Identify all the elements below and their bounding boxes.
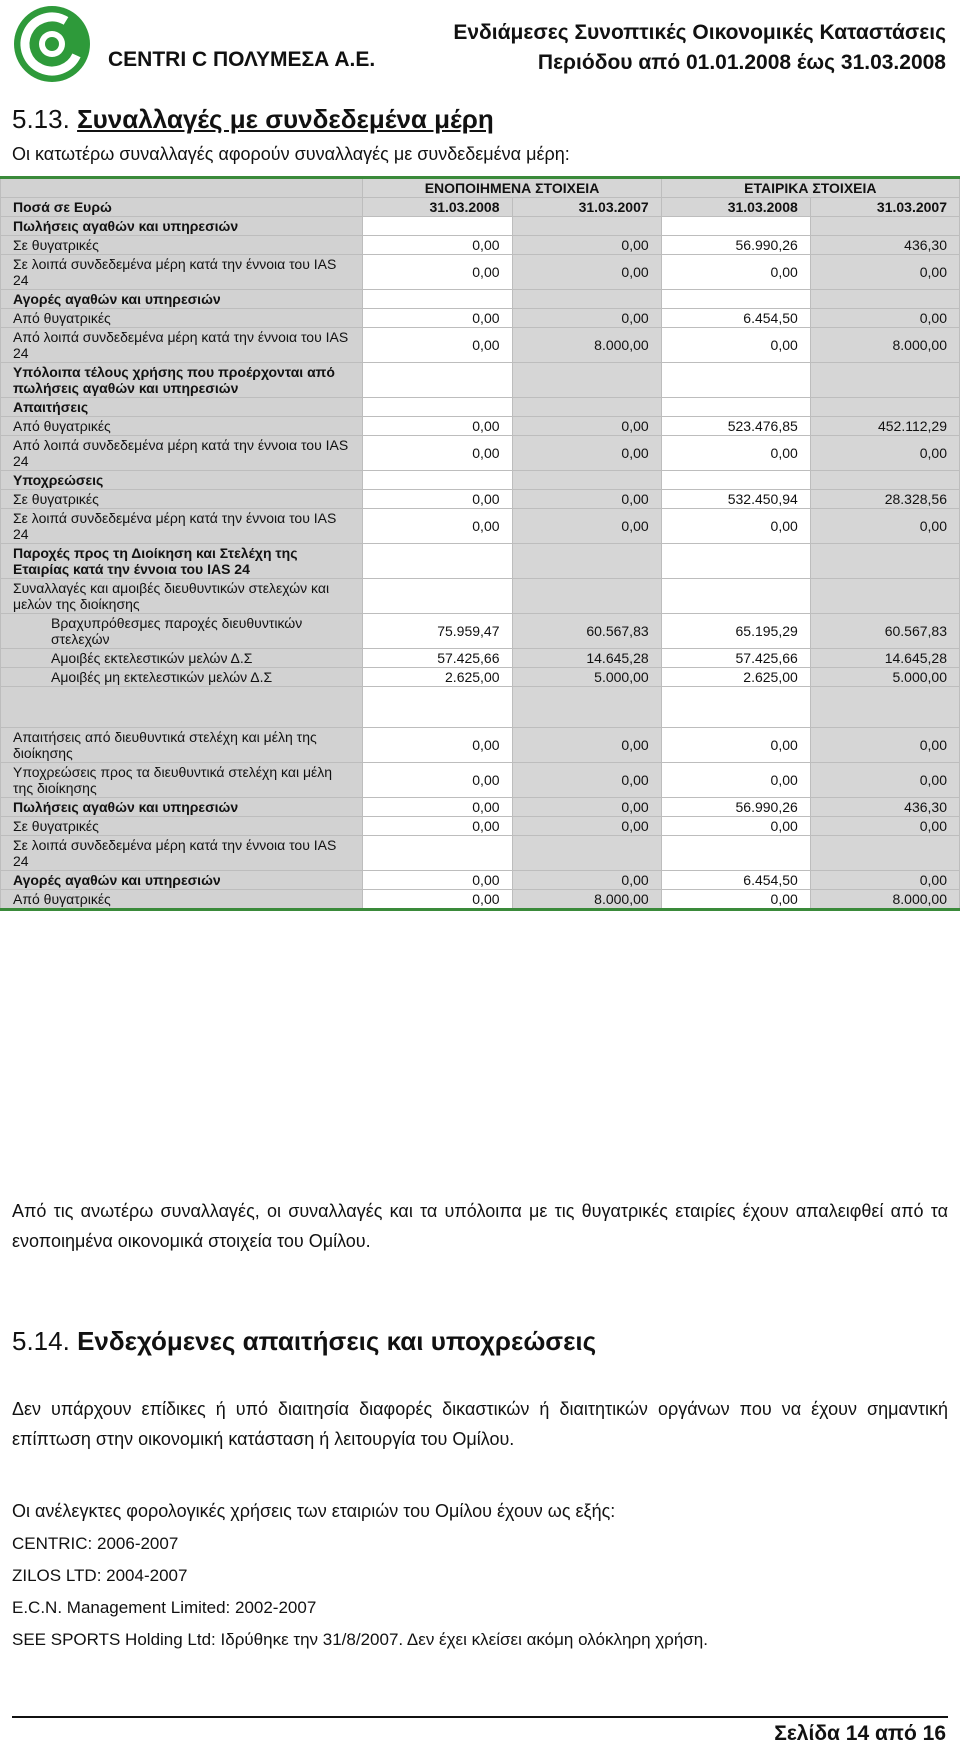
value-cell: 8.000,00 xyxy=(512,328,661,363)
row-label: Σε λοιπά συνδεδεμένα μέρη κατά την έννοια του IAS 24 xyxy=(1,836,363,871)
row-label: Υποχρεώσεις xyxy=(1,471,363,490)
page-number: Σελίδα 14 από 16 xyxy=(774,1722,946,1745)
value-cell: 2.625,00 xyxy=(661,668,810,687)
value-cell: 0,00 xyxy=(512,817,661,836)
row-label: Από λοιπά συνδεδεμένα μέρη κατά την έννοια του IAS 24 xyxy=(1,328,363,363)
value-cell: 452.112,29 xyxy=(810,417,959,436)
table-row xyxy=(1,417,960,436)
value-cell xyxy=(661,836,810,871)
table-row xyxy=(1,614,960,649)
value-cell: 0,00 xyxy=(810,763,959,798)
value-cell: 436,30 xyxy=(810,798,959,817)
value-cell: 0,00 xyxy=(512,236,661,255)
value-cell: 0,00 xyxy=(363,763,512,798)
table-row xyxy=(1,217,960,236)
group-consolidated: ΕΝΟΠΟΙΗΜΕΝΑ ΣΤΟΙΧΕΙΑ xyxy=(363,178,661,198)
value-cell xyxy=(363,836,512,871)
row-label: Πωλήσεις αγαθών και υπηρεσιών xyxy=(1,798,363,817)
row-label: Σε λοιπά συνδεδεμένα μέρη κατά την έννοια του IAS 24 xyxy=(1,509,363,544)
value-cell: 28.328,56 xyxy=(810,490,959,509)
value-cell: 0,00 xyxy=(810,509,959,544)
table-row xyxy=(1,544,960,579)
value-cell: 5.000,00 xyxy=(810,668,959,687)
table-row xyxy=(1,255,960,290)
column-header: 31.03.2007 xyxy=(512,198,661,217)
value-cell: 0,00 xyxy=(661,890,810,910)
table-row xyxy=(1,579,960,614)
document-title xyxy=(453,18,946,78)
value-cell xyxy=(810,290,959,309)
table-row xyxy=(1,290,960,309)
value-cell xyxy=(363,544,512,579)
row-label: Αγορές αγαθών και υπηρεσιών xyxy=(1,290,363,309)
row-label: Από θυγατρικές xyxy=(1,417,363,436)
value-cell xyxy=(810,579,959,614)
row-label: Απαιτήσεις xyxy=(1,398,363,417)
value-cell xyxy=(661,687,810,728)
value-cell: 0,00 xyxy=(512,509,661,544)
value-cell xyxy=(363,398,512,417)
value-cell: 0,00 xyxy=(661,509,810,544)
value-cell: 0,00 xyxy=(363,328,512,363)
value-cell xyxy=(363,363,512,398)
row-label: Από θυγατρικές xyxy=(1,309,363,328)
value-cell: 532.450,94 xyxy=(661,490,810,509)
value-cell: 0,00 xyxy=(363,255,512,290)
unaudited-year-item: CENTRIC: 2006-2007 xyxy=(12,1534,179,1553)
value-cell xyxy=(810,398,959,417)
value-cell: 0,00 xyxy=(512,309,661,328)
document-period: Περιόδου από 01.01.2008 έως 31.03.2008 xyxy=(537,51,946,74)
value-cell xyxy=(512,471,661,490)
section-number: 5.13. xyxy=(12,104,70,134)
table-row xyxy=(1,728,960,763)
row-label: Υπόλοιπα τέλους χρήσης που προέρχονται από πωλήσεις αγαθών και υπηρεσιών xyxy=(1,363,363,398)
centric-logo-icon xyxy=(12,4,92,84)
row-label: Από θυγατρικές xyxy=(1,890,363,910)
value-cell xyxy=(512,836,661,871)
value-cell: 60.567,83 xyxy=(512,614,661,649)
column-header: 31.03.2008 xyxy=(363,198,512,217)
value-cell xyxy=(661,290,810,309)
value-cell xyxy=(363,290,512,309)
value-cell: 14.645,28 xyxy=(810,649,959,668)
table-row xyxy=(1,490,960,509)
value-cell xyxy=(512,544,661,579)
table-row xyxy=(1,890,960,910)
value-cell: 0,00 xyxy=(810,309,959,328)
value-cell xyxy=(512,290,661,309)
value-cell: 0,00 xyxy=(810,817,959,836)
table-row xyxy=(1,668,960,687)
table-row xyxy=(1,649,960,668)
value-cell: 523.476,85 xyxy=(661,417,810,436)
row-label: Υποχρεώσεις προς τα διευθυντικά στελέχη και μέλη της διοίκησης xyxy=(1,763,363,798)
value-cell: 0,00 xyxy=(661,328,810,363)
table-row xyxy=(1,817,960,836)
value-cell xyxy=(810,217,959,236)
value-cell: 8.000,00 xyxy=(810,328,959,363)
value-cell xyxy=(661,544,810,579)
value-cell xyxy=(363,471,512,490)
document-title-line1: Ενδιάμεσες Συνοπτικές Οικονομικές Καταστάσεις xyxy=(453,21,946,44)
table-row xyxy=(1,763,960,798)
section-heading-5-13 xyxy=(12,104,494,135)
value-cell xyxy=(661,579,810,614)
value-cell xyxy=(810,471,959,490)
value-cell: 60.567,83 xyxy=(810,614,959,649)
table-row xyxy=(1,236,960,255)
related-parties-table xyxy=(0,176,960,911)
spacer-row xyxy=(1,687,960,728)
amounts-label: Ποσά σε Ευρώ xyxy=(1,198,363,217)
table-row xyxy=(1,436,960,471)
row-label: Βραχυπρόθεσμες παροχές διευθυντικών στελεχών xyxy=(1,614,363,649)
section-heading-5-14 xyxy=(12,1326,596,1357)
row-label: Αγορές αγαθών και υπηρεσιών xyxy=(1,871,363,890)
footer-divider xyxy=(12,1716,948,1718)
value-cell xyxy=(810,544,959,579)
value-cell xyxy=(810,363,959,398)
value-cell: 0,00 xyxy=(661,255,810,290)
row-label: Από λοιπά συνδεδεμένα μέρη κατά την έννοια του IAS 24 xyxy=(1,436,363,471)
value-cell xyxy=(661,363,810,398)
value-cell: 8.000,00 xyxy=(810,890,959,910)
value-cell xyxy=(810,836,959,871)
value-cell xyxy=(512,579,661,614)
table-row xyxy=(1,363,960,398)
table-row xyxy=(1,328,960,363)
table-row xyxy=(1,309,960,328)
value-cell xyxy=(661,217,810,236)
value-cell: 6.454,50 xyxy=(661,871,810,890)
value-cell: 0,00 xyxy=(661,436,810,471)
row-label: Σε θυγατρικές xyxy=(1,236,363,255)
value-cell: 0,00 xyxy=(661,728,810,763)
row-label xyxy=(1,687,363,728)
value-cell xyxy=(363,579,512,614)
post-table-paragraph: Από τις ανωτέρω συναλλαγές, οι συναλλαγές και τα υπόλοιπα με τις θυγατρικές εταιρίες έχουν απαλειφθεί από τα ενοποιημένα οικονομικά στοιχεία του Ομίλου. xyxy=(12,1201,948,1251)
group-company: ΕΤΑΙΡΙΚΑ ΣΤΟΙΧΕΙΑ xyxy=(661,178,959,198)
value-cell: 0,00 xyxy=(810,728,959,763)
row-label: Απαιτήσεις από διευθυντικά στελέχη και μέλη της διοίκησης xyxy=(1,728,363,763)
value-cell: 6.454,50 xyxy=(661,309,810,328)
value-cell: 0,00 xyxy=(363,436,512,471)
column-header: 31.03.2007 xyxy=(810,198,959,217)
row-label: Αμοιβές εκτελεστικών μελών Δ.Σ xyxy=(1,649,363,668)
value-cell xyxy=(661,471,810,490)
value-cell: 0,00 xyxy=(512,417,661,436)
value-cell: 0,00 xyxy=(512,763,661,798)
value-cell: 56.990,26 xyxy=(661,236,810,255)
table-column-header xyxy=(1,198,960,217)
row-label: Σε λοιπά συνδεδεμένα μέρη κατά την έννοια του IAS 24 xyxy=(1,255,363,290)
value-cell: 0,00 xyxy=(363,728,512,763)
value-cell: 0,00 xyxy=(512,871,661,890)
row-label: Συναλλαγές και αμοιβές διευθυντικών στελεχών και μελών της διοίκησης xyxy=(1,579,363,614)
table-row xyxy=(1,836,960,871)
value-cell: 0,00 xyxy=(512,436,661,471)
value-cell: 0,00 xyxy=(512,728,661,763)
value-cell: 0,00 xyxy=(363,309,512,328)
table-row xyxy=(1,471,960,490)
row-label: Παροχές προς τη Διοίκηση και Στελέχη της Εταιρίας κατά την έννοια του IAS 24 xyxy=(1,544,363,579)
value-cell: 0,00 xyxy=(363,798,512,817)
value-cell: 56.990,26 xyxy=(661,798,810,817)
value-cell xyxy=(810,687,959,728)
value-cell: 75.959,47 xyxy=(363,614,512,649)
section-intro: Οι κατωτέρω συναλλαγές αφορούν συναλλαγές με συνδεδεμένα μέρη: xyxy=(12,144,570,164)
row-label: Πωλήσεις αγαθών και υπηρεσιών xyxy=(1,217,363,236)
section-title: Ενδεχόμενες απαιτήσεις και υποχρεώσεις xyxy=(77,1326,597,1356)
value-cell: 0,00 xyxy=(512,255,661,290)
unaudited-years-intro: Οι ανέλεγκτες φορολογικές χρήσεις των εταιριών του Ομίλου έχουν ως εξής: xyxy=(12,1501,616,1521)
value-cell: 5.000,00 xyxy=(512,668,661,687)
empty-cell xyxy=(1,178,363,198)
table-row xyxy=(1,398,960,417)
value-cell: 0,00 xyxy=(661,763,810,798)
row-label: Αμοιβές μη εκτελεστικών μελών Δ.Σ xyxy=(1,668,363,687)
section-title: Συναλλαγές με συνδεδεμένα μέρη xyxy=(77,104,494,134)
value-cell: 8.000,00 xyxy=(512,890,661,910)
value-cell: 0,00 xyxy=(363,890,512,910)
value-cell: 14.645,28 xyxy=(512,649,661,668)
table-row xyxy=(1,509,960,544)
table-group-header xyxy=(1,178,960,198)
row-label: Σε θυγατρικές xyxy=(1,490,363,509)
value-cell xyxy=(512,217,661,236)
value-cell: 0,00 xyxy=(661,817,810,836)
column-header: 31.03.2008 xyxy=(661,198,810,217)
value-cell: 0,00 xyxy=(810,436,959,471)
row-label: Σε θυγατρικές xyxy=(1,817,363,836)
contingencies-paragraph: Δεν υπάρχουν επίδικες ή υπό διαιτησία διαφορές δικαστικών ή διαιτητικών οργάνων που να έχουν σημαντική επίπτωση στην οικονομική κατάσταση ή λειτουργία του Ομίλου. xyxy=(12,1399,948,1449)
table-row xyxy=(1,871,960,890)
value-cell: 0,00 xyxy=(363,817,512,836)
value-cell xyxy=(661,398,810,417)
value-cell xyxy=(363,217,512,236)
value-cell: 0,00 xyxy=(363,490,512,509)
value-cell: 0,00 xyxy=(363,236,512,255)
unaudited-year-item: E.C.N. Management Limited: 2002-2007 xyxy=(12,1598,317,1617)
value-cell: 0,00 xyxy=(512,798,661,817)
company-name: CENTRI C ΠΟΛΥΜΕΣΑ Α.Ε. xyxy=(108,48,376,71)
value-cell: 65.195,29 xyxy=(661,614,810,649)
value-cell: 57.425,66 xyxy=(363,649,512,668)
value-cell: 0,00 xyxy=(810,255,959,290)
value-cell: 0,00 xyxy=(363,509,512,544)
value-cell xyxy=(363,687,512,728)
value-cell: 57.425,66 xyxy=(661,649,810,668)
value-cell xyxy=(512,363,661,398)
table-row xyxy=(1,798,960,817)
value-cell: 0,00 xyxy=(810,871,959,890)
value-cell: 0,00 xyxy=(512,490,661,509)
value-cell: 436,30 xyxy=(810,236,959,255)
value-cell: 0,00 xyxy=(363,871,512,890)
value-cell: 2.625,00 xyxy=(363,668,512,687)
value-cell: 0,00 xyxy=(363,417,512,436)
unaudited-year-item: SEE SPORTS Holding Ltd: Ιδρύθηκε την 31/8/2007. Δεν έχει κλείσει ακόμη ολόκληρη χρήση. xyxy=(12,1630,708,1649)
value-cell xyxy=(512,398,661,417)
unaudited-year-item: ZILOS LTD: 2004-2007 xyxy=(12,1566,188,1585)
value-cell xyxy=(512,687,661,728)
section-number: 5.14. xyxy=(12,1326,70,1356)
